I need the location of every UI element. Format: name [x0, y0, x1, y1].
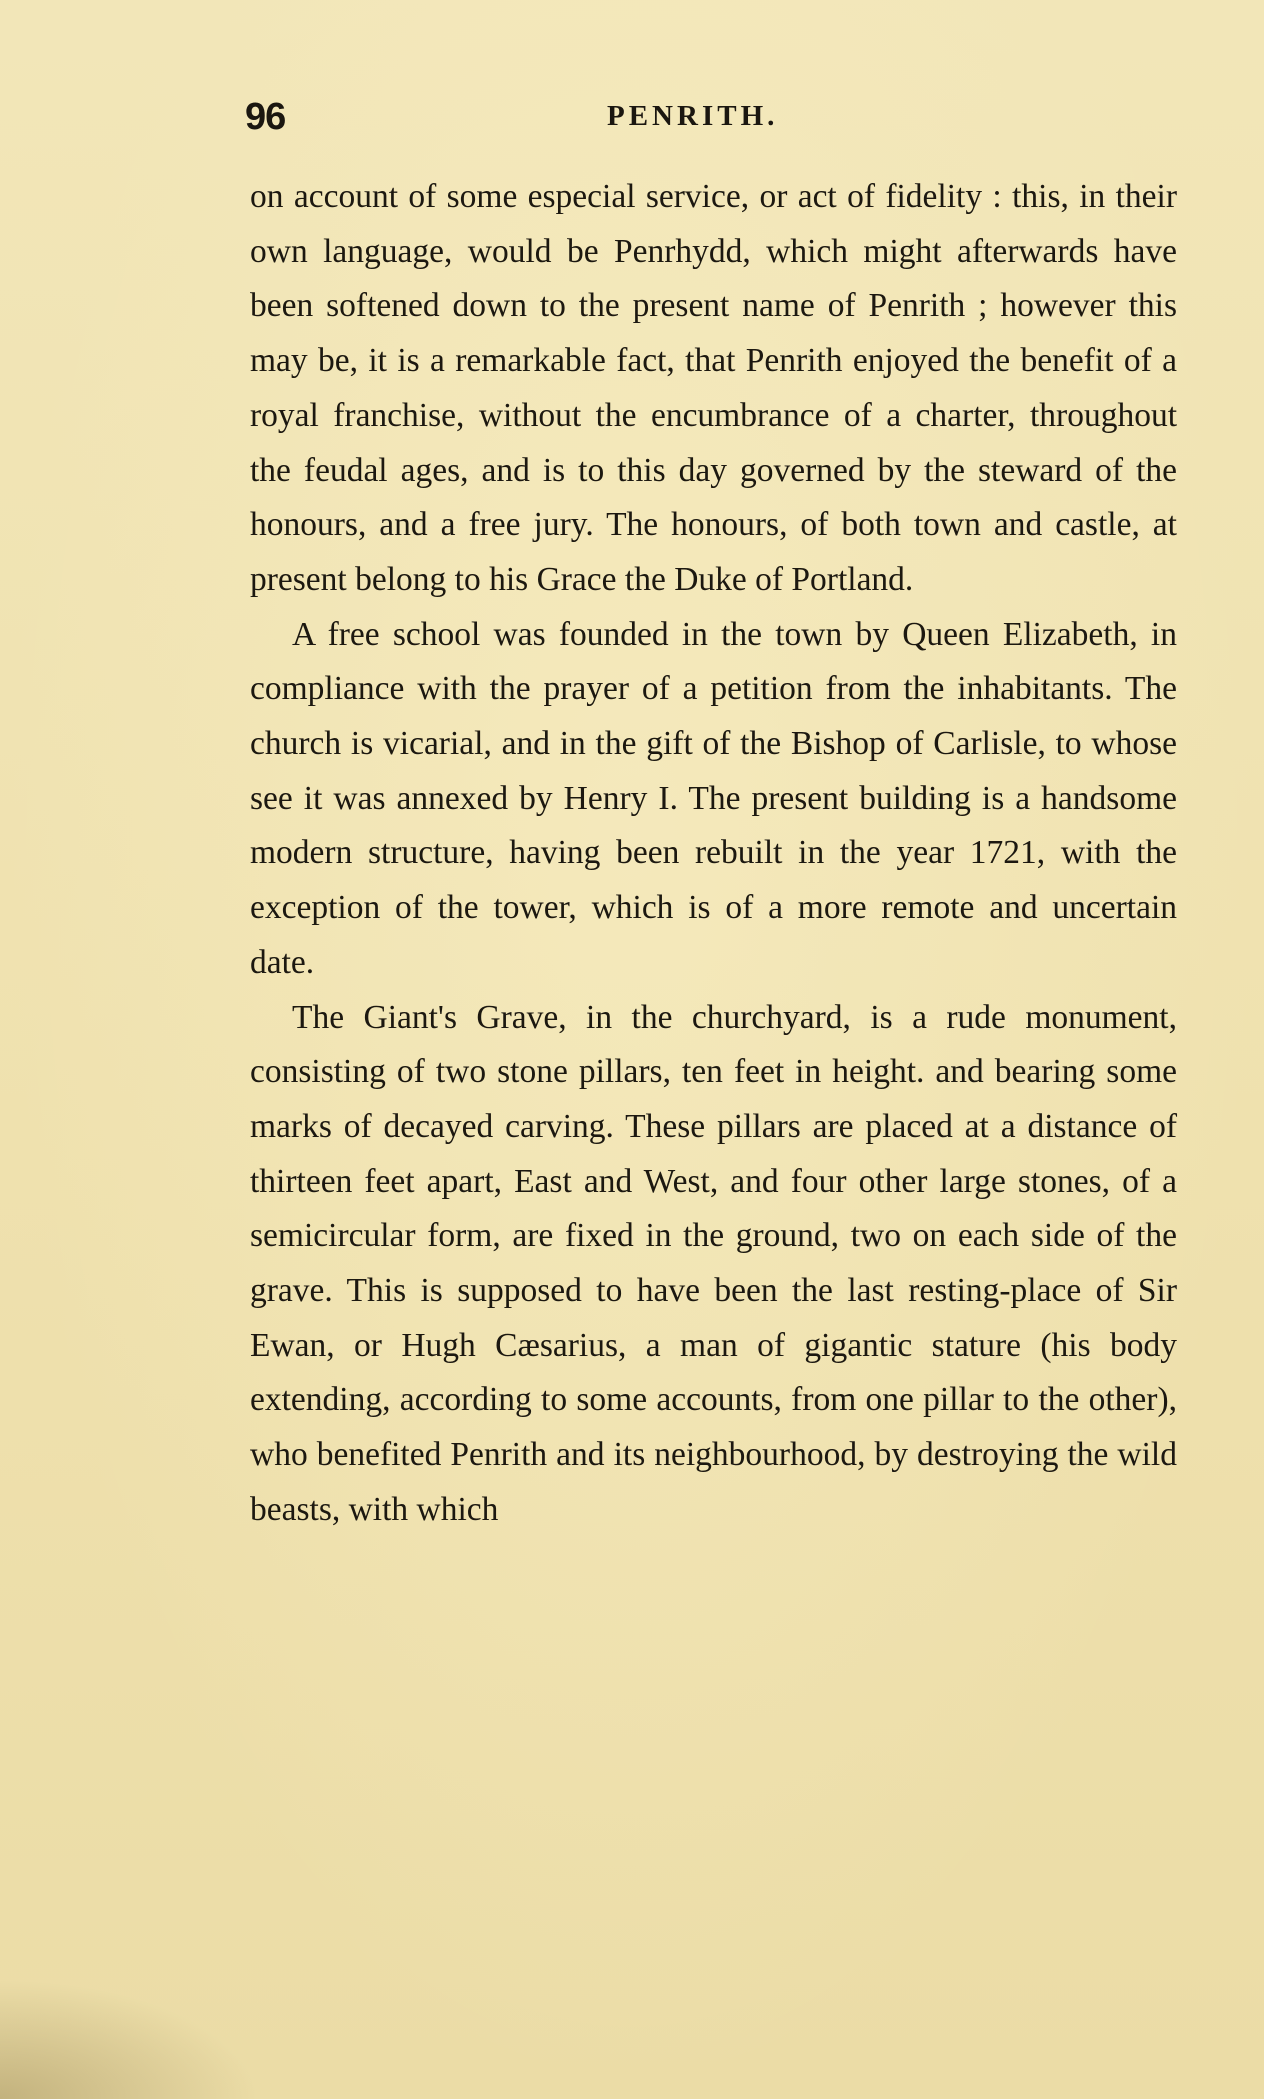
paragraph-free-school: A free school was founded in the town by Queen Elizabeth, in compliance with the prayer of a petition from the inhabitants. The church is vicarial, and in the gift of the Bishop of Carlisle, to whose see it was annexed by Henry I. The present building is a handsome modern structure, having been rebuilt in the year 1721, with the exception of the tower, which is of a more remote and uncertain date.	[250, 615, 1177, 981]
page-edge-shadow	[0, 1979, 260, 2099]
running-head	[245, 96, 1175, 146]
body-text	[250, 170, 1177, 1538]
paragraph-continued: on account of some especial service, or act of fidelity : this, in their own language, would be Penrhydd, which might afterwards have been softened down to the present name of Penrith ; however this may be, it is a remarkable fact, that Penrith enjoyed the benefit of a royal franchise, without the encumbrance of a charter, throughout the feudal ages, and is to this day governed by the steward of the honours, and a free jury. The honours, of both town and castle, at present belong to his Grace the Duke of Portland.	[250, 178, 1177, 598]
page-number: 96	[245, 96, 286, 138]
paragraph-giants-grave: The Giant's Grave, in the churchyard, is a rude monument, consisting of two stone pillars, ten feet in height. and bearing some marks of decayed carving. These pillars are placed at a distance of thirteen feet apart, East and West, and four other large stones, of a semicircular form, are fixed in the ground, two on each side of the grave. This is supposed to have been the last resting-place of Sir Ewan, or Hugh Cæsarius, a man of gigantic stature (his body extending, according to some accounts, from one pillar to the other), who benefited Penrith and its neighbourhood, by destroying the wild beasts, with which	[250, 998, 1177, 1528]
running-title: PENRITH.	[607, 100, 779, 132]
